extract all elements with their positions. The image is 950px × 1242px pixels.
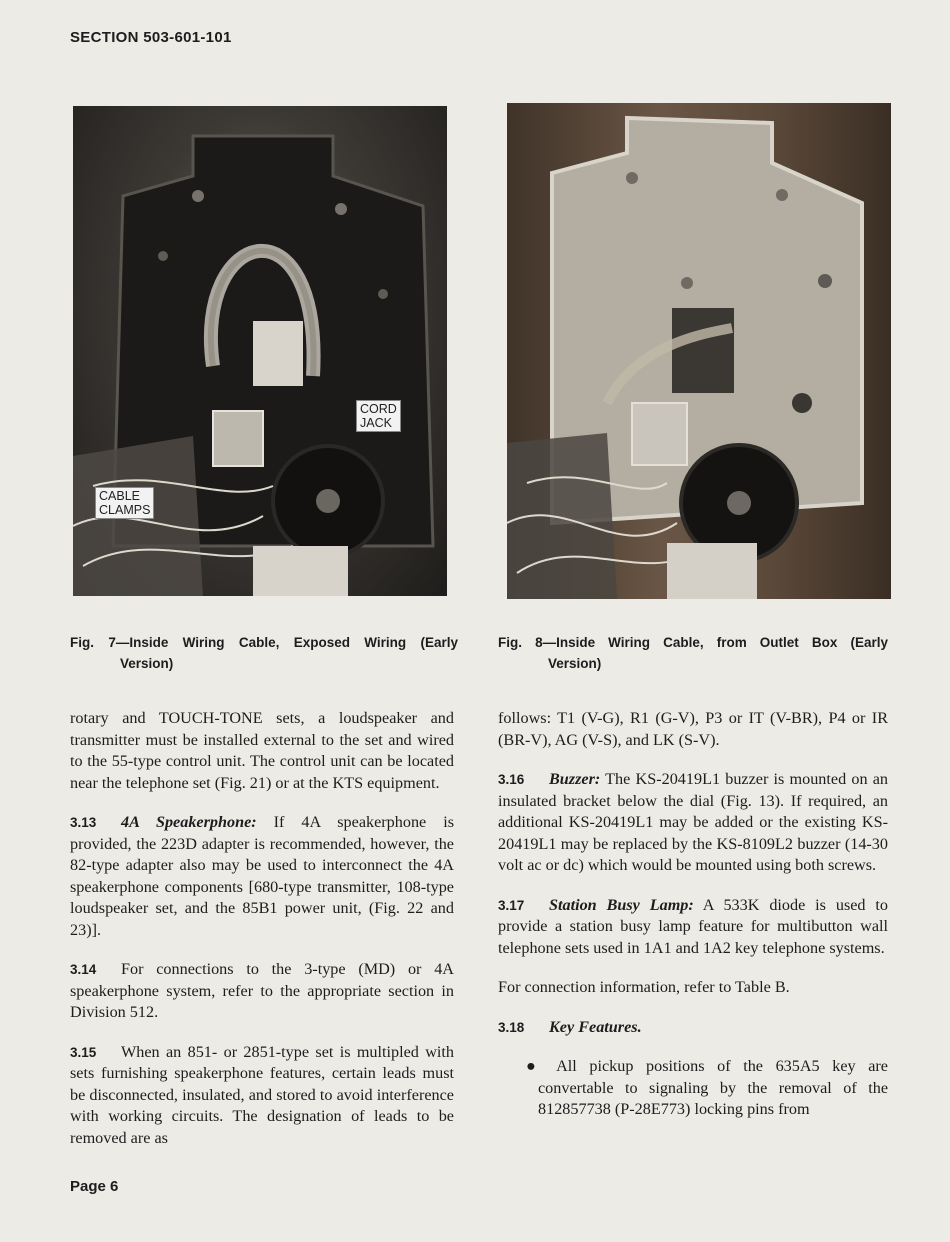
fig8-caption-line2: Version)	[548, 656, 602, 671]
paragraph-3-15	[70, 1042, 454, 1150]
right-continuation-paragraph: follows: T1 (V-G), R1 (G-V), P3 or IT (V-BR), P4 or IR (BR-V), AG (V-S), and LK (S-V).	[498, 709, 888, 749]
paragraph-heading: Buzzer:	[549, 770, 601, 788]
left-continuation-paragraph: rotary and TOUCH-TONE sets, a loudspeaker and transmitter must be installed external to the set and wired to the 55-type control unit. The control unit can be located near the telephone set (Fig. 21) or at the KTS equipment.	[70, 709, 454, 792]
fig8-photo	[507, 103, 891, 599]
fig8-caption	[498, 632, 888, 674]
paragraph-3-18	[498, 1017, 888, 1039]
fig7-caption-line2: Version)	[120, 656, 174, 671]
paragraph-number: 3.13	[70, 815, 97, 830]
left-column	[70, 708, 454, 1167]
table-reference-paragraph: For connection information, refer to Table B.	[498, 978, 790, 996]
right-column	[498, 708, 888, 1121]
paragraph-text: If 4A speakerphone is provided, the 223D adapter is recommended, however, the 82-type adapter also may be used to interconnect the 4A speakerphone components [680-type transmitter, 108-type loudspeaker set, and the 85B1 power unit, (Fig. 22 and 23)].	[70, 813, 454, 939]
paragraph-heading: Station Busy Lamp:	[549, 895, 694, 914]
fig7-caption	[70, 632, 458, 674]
paragraph-number: 3.17	[498, 897, 525, 913]
page-number: Page 6	[70, 1178, 119, 1195]
paragraph-number: 3.16	[498, 772, 525, 787]
paragraph-text: The KS-20419L1 buzzer is mounted on an insulated bracket below the dial (Fig. 13). If required, an additional KS-20419L1 may be added or the existing KS-20419L1 may be replaced by the KS-8109L2 buzzer (14-30 volt ac or dc) which would be mounted using both screws.	[498, 770, 888, 874]
cord-jack-callout	[356, 400, 401, 432]
paragraph-text: For connections to the 3-type (MD) or 4A speakerphone system, refer to the appropriate section in Division 512.	[70, 960, 454, 1021]
fig7-caption-line1: Fig. 7—Inside Wiring Cable, Exposed Wiring (Early	[70, 635, 458, 650]
callout-cord-text: CORD	[360, 402, 397, 416]
fig7-photo	[73, 106, 447, 596]
paragraph-3-16	[498, 769, 888, 877]
bullet-text: All pickup positions of the 635A5 key are convertable to signaling by the removal of the 812857738 (P-28E773) locking pins from	[538, 1057, 888, 1118]
paragraph-3-13	[70, 812, 454, 941]
paragraph-number: 3.15	[70, 1044, 97, 1060]
callout-jack-text: JACK	[360, 416, 392, 430]
paragraph-text: When an 851- or 2851-type set is multipled with sets furnishing speakerphone features, certain leads must be disconnected, insulated, and stored to avoid interference with working circuits. The designation of leads to be removed are as	[70, 1042, 454, 1147]
callout-cable-text: CABLE	[99, 489, 140, 503]
paragraph-number: 3.14	[70, 962, 97, 977]
paragraph-heading: Key Features.	[549, 1017, 642, 1036]
paragraph-3-14	[70, 959, 454, 1024]
bullet-item	[498, 1056, 888, 1121]
paragraph-number: 3.18	[498, 1019, 525, 1035]
fig8-caption-line1: Fig. 8—Inside Wiring Cable, from Outlet Box (Early	[498, 635, 888, 650]
paragraph-heading: 4A Speakerphone:	[121, 813, 257, 831]
callout-clamps-text: CLAMPS	[99, 503, 151, 517]
section-header: SECTION 503-601-101	[70, 29, 232, 46]
paragraph-3-17	[498, 895, 888, 960]
cable-clamps-callout	[95, 487, 154, 519]
paragraph-text: A 533K diode is used to provide a station busy lamp feature for multibutton wall telephone sets used in 1A1 and 1A2 key telephone systems.	[498, 895, 888, 957]
bullet-icon: ●	[526, 1057, 557, 1075]
